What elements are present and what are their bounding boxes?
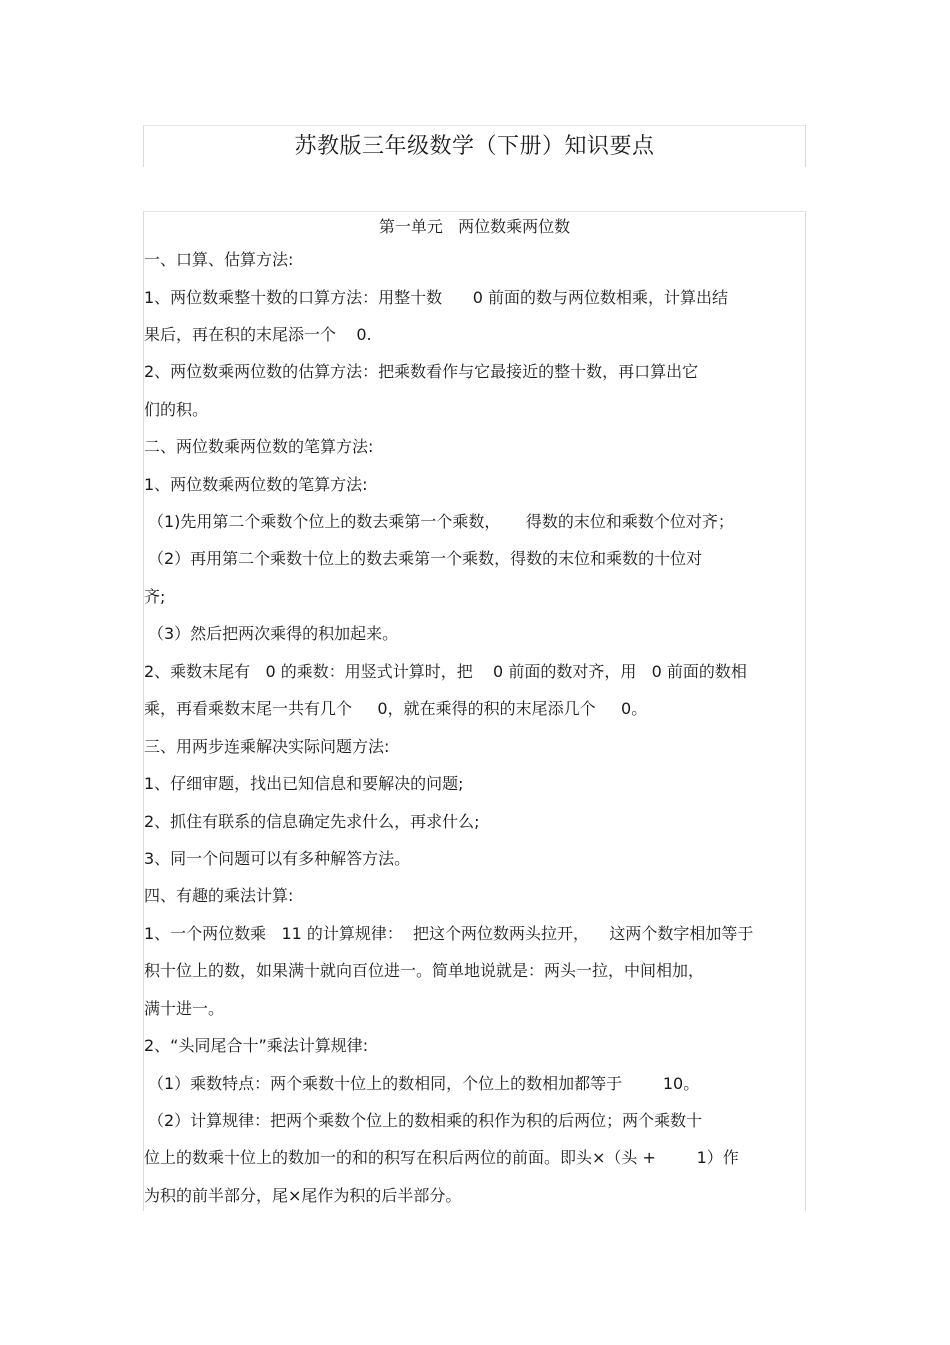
- section-heading: 二、两位数乘两位数的笔算方法:: [144, 437, 374, 456]
- section-heading: 四、有趣的乘法计算:: [144, 886, 294, 905]
- content-box: [143, 211, 806, 1211]
- text-line: 积十位上的数，如果满十就向百位进一。简单地说就是：两头一拉，中间相加，: [144, 961, 705, 980]
- text-line: 果后，再在积的末尾添一个 0.: [144, 325, 372, 344]
- text-line: （2）计算规律：把两个乘数个位上的数相乘的积作为积的后两位；两个乘数十: [148, 1111, 703, 1130]
- text-line: 1、一个两位数乘 11 的计算规律： 把这个两位数两头拉开， 这两个数字相加等于: [144, 924, 754, 943]
- text-line: 乘，再看乘数末尾一共有几个 0，就在乘得的积的末尾添几个 0。: [144, 699, 648, 718]
- section-heading: 一、口算、估算方法:: [144, 250, 294, 269]
- text-line: 们的积。: [144, 400, 209, 419]
- unit-title: 第一单元 两位数乘两位数: [378, 217, 571, 236]
- text-line: 2、抓住有联系的信息确定先求什么，再求什么;: [144, 812, 480, 831]
- text-line: 齐;: [144, 587, 166, 606]
- text-line: 2、“头同尾合十”乘法计算规律:: [144, 1036, 369, 1055]
- text-line: （1）乘数特点：两个乘数十位上的数相同，个位上的数相加都等于 10。: [148, 1074, 700, 1093]
- text-line: 满十进一。: [144, 999, 225, 1018]
- text-line: 1、两位数乘整十数的口算方法：用整十数 0 前面的数与两位数相乘，计算出结: [144, 288, 728, 307]
- text-line: 1、仔细审题，找出已知信息和要解决的问题;: [144, 774, 464, 793]
- text-line: （3）然后把两次乘得的积加起来。: [148, 624, 399, 643]
- text-line: 2、两位数乘两位数的估算方法：把乘数看作与它最接近的整十数，再口算出它: [144, 362, 699, 381]
- text-line: 3、同一个问题可以有多种解答方法。: [144, 849, 411, 868]
- title-box: [143, 125, 806, 167]
- text-line: 为积的前半部分，尾×尾作为积的后半部分。: [144, 1186, 462, 1205]
- text-line: 1、两位数乘两位数的笔算方法:: [144, 475, 368, 494]
- document-title: 苏教版三年级数学（下册）知识要点: [294, 134, 655, 159]
- text-line: （1)先用第二个乘数个位上的数去乘第一个乘数， 得数的末位和乘数个位对齐；: [148, 512, 734, 531]
- section-heading: 三、用两步连乘解决实际问题方法:: [144, 737, 390, 756]
- text-line: 2、乘数末尾有 0 的乘数：用竖式计算时，把 0 前面的数对齐，用 0 前面的数相: [144, 662, 747, 681]
- text-line: 位上的数乘十位上的数加一的和的积写在积后两位的前面。即头×（头 + 1）作: [144, 1148, 739, 1167]
- text-line: （2）再用第二个乘数十位上的数去乘第一个乘数，得数的末位和乘数的十位对: [148, 549, 703, 568]
